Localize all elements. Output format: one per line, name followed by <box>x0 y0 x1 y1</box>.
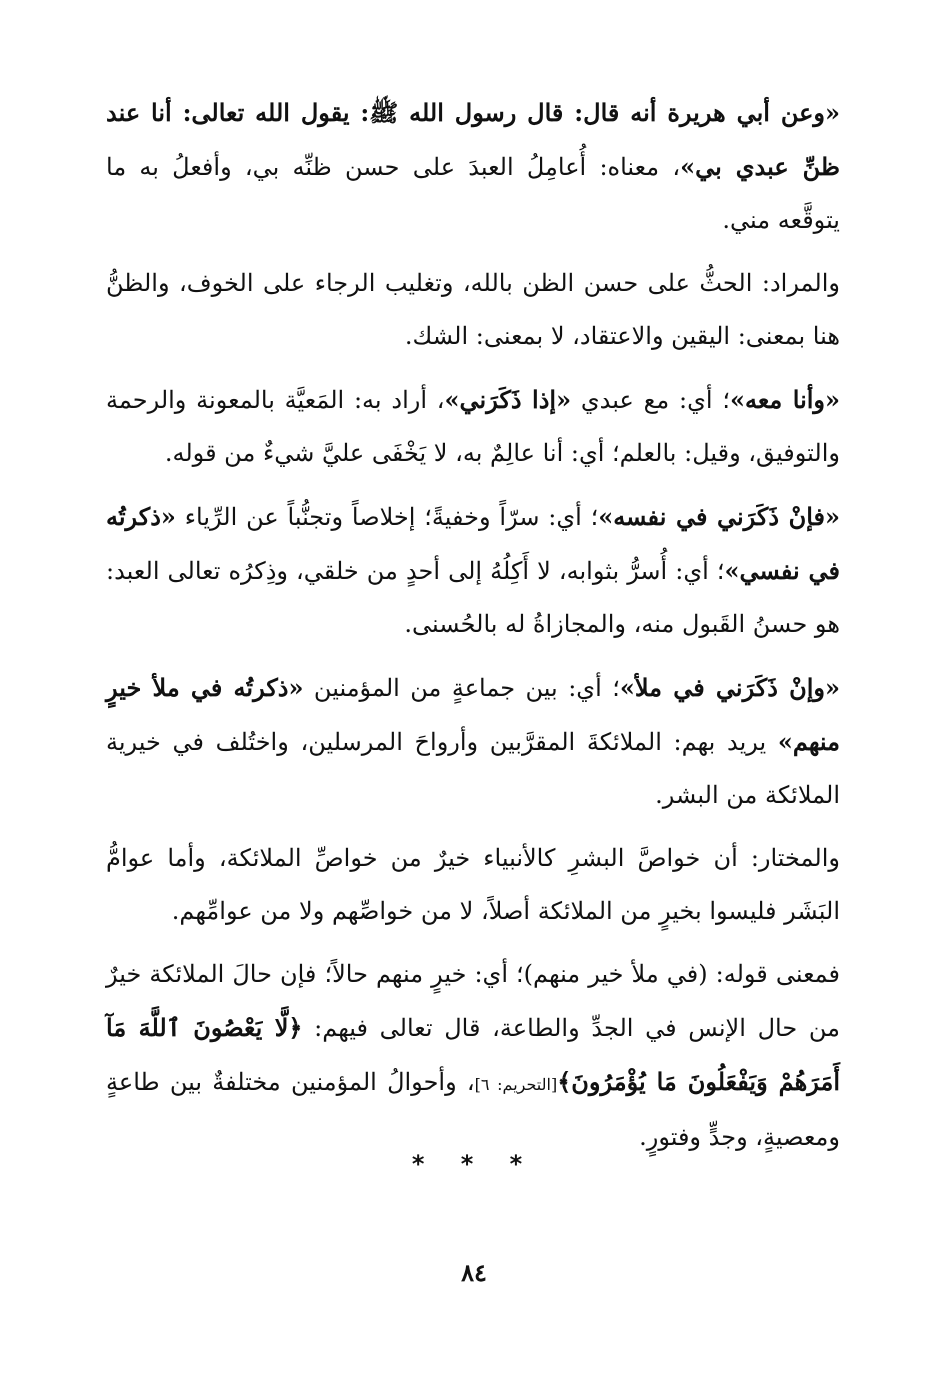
paragraph <box>106 948 840 1164</box>
text-segment: ؛ أي: سرّاً وخفيةً؛ إخلاصاً وتجنُّباً عن الرِّياء <box>175 503 599 531</box>
bold-text-segment: «فإنْ ذَكَرَني في نفسه» <box>598 502 841 531</box>
bold-text-segment: «إذا ذَكَرَني» <box>444 385 572 414</box>
paragraph <box>106 490 840 651</box>
text-segment: ؛ أي: مع عبدي <box>571 386 730 414</box>
text-segment: فمعنى قوله: (في ملأ خير منهم)؛ أي: خيرٍ منهم حالاً؛ فإن حالَ الملائكة خيرٌ من حال الإنس في الجدِّ والطاعة، قال تعالى فيهم: <box>106 960 841 1042</box>
page-number: ٨٤ <box>461 1258 487 1287</box>
paragraph <box>106 373 840 480</box>
text-segment: ، معناه: أُعامِلُ العبدَ على حسن ظنِّه بي، وأفعلُ به ما يتوقَّعه مني. <box>106 153 840 234</box>
bold-text-segment: «ذكرتُه في ملأ خيرٍ منهم» <box>106 673 840 756</box>
page-body <box>106 86 840 1174</box>
text-segment: ، أراد به: المَعيَّة بالمعونة والرحمة والتوفيق، وقيل: بالعلم؛ أي: أنا عالِمٌ به، لا يَخْفَى عليَّ شيءٌ من قوله. <box>106 386 840 467</box>
paragraph <box>106 86 840 247</box>
section-separator: * * * <box>411 1150 537 1178</box>
text-segment: والمراد: الحثُّ على حسن الظن بالله، وتغليب الرجاء على الخوف، والظنُّ هنا بمعنى: اليقين والاعتقاد، لا بمعنى: الشك. <box>106 269 841 350</box>
bold-text-segment: «ذكرتُه في نفسي» <box>106 502 840 585</box>
text-segment: والمختار: أن خواصَّ البشرِ كالأنبياء خيرٌ من خواصِّ الملائكة، وأما عوامُّ البَشَر فليسوا بخيرٍ من الملائكة أصلاً، لا من خواصِّهم ولا من عوامِّهم. <box>106 844 840 925</box>
paragraph <box>106 257 840 363</box>
paragraph <box>106 661 840 822</box>
bold-text-segment: «وعن أبي هريرة أنه قال: قال رسول الله ﷺ: يقول الله تعالى: أنا عند ظنِّ عبدي بي» <box>106 98 840 181</box>
text-segment: يريد بهم: الملائكةَ المقرَّبين وأرواحَ المرسلين، واختُلف في خيرية الملائكة من البشر. <box>106 728 840 809</box>
paragraph <box>106 832 840 938</box>
citation-reference: [التحريم: ٦] <box>474 1075 558 1094</box>
text-segment: ؛ أي: أُسرُّ بثوابه، لا أَكِلُهُ إلى أحدٍ من خلقي، وذِكرُه تعالى العبد: هو حسنُ القَبول منه، والمجازاةُ له بالحُسنى. <box>106 557 840 638</box>
text-segment: ، وأحوالُ المؤمنين مختلفةٌ بين طاعةٍ ومعصيةٍ، وجدٍّ وفتورٍ. <box>106 1068 840 1151</box>
bold-text-segment: «وإنْ ذَكَرَني في ملأ» <box>619 673 840 702</box>
text-segment: ؛ أي: بين جماعةٍ من المؤمنين <box>303 674 620 702</box>
bold-text-segment: «وأنا معه» <box>729 385 841 414</box>
bold-text-segment: ﴿لَّا يَعْصُونَ ٱللَّهَ مَآ أَمَرَهُمْ وَيَفْعَلُونَ مَا يُؤْمَرُونَ﴾ <box>106 1013 841 1096</box>
